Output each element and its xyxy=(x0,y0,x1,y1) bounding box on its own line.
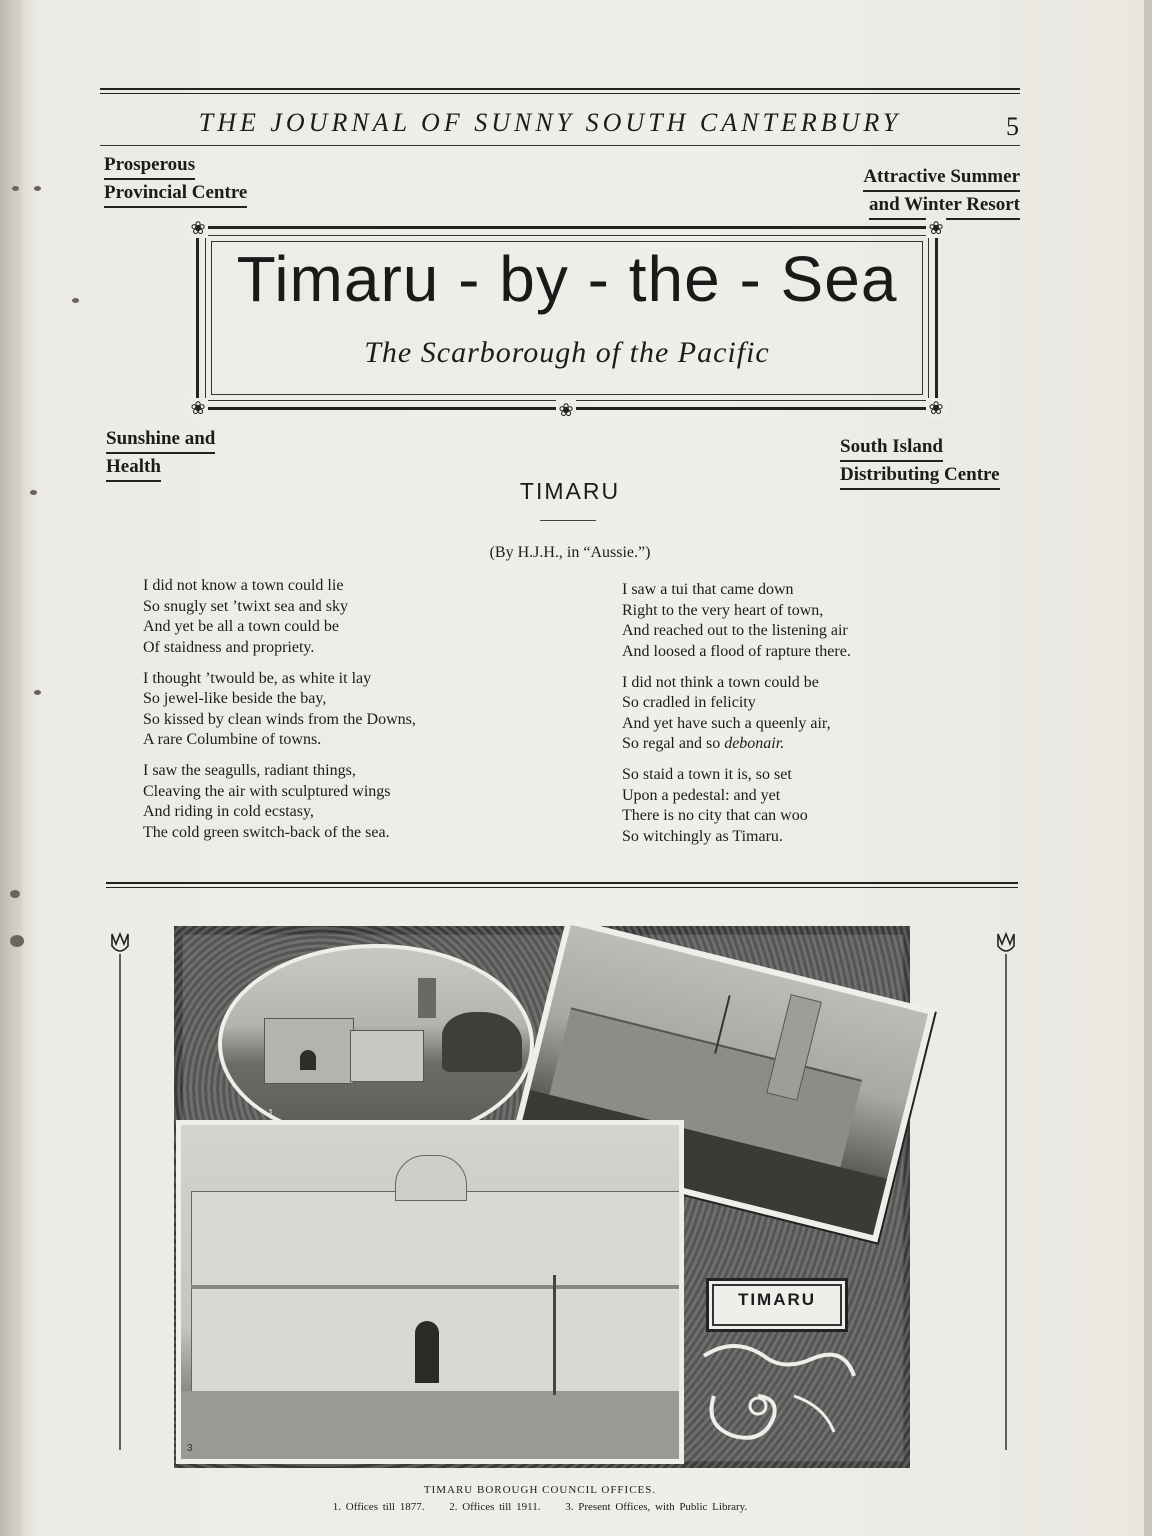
poem-line: So cradled in felicity xyxy=(622,694,756,711)
poem-line: There is no city that can woo xyxy=(622,807,808,824)
caption-item: 3. Present Offices, with Public Library. xyxy=(565,1501,748,1513)
caption-item: 2. Offices till 1911. xyxy=(449,1501,541,1513)
photo-present-offices xyxy=(176,1120,684,1464)
frame-corner-ornament: ❀ xyxy=(188,218,208,238)
photo-cornice xyxy=(191,1285,681,1289)
poem-stanza xyxy=(622,580,851,662)
photo-caption-items xyxy=(300,1501,780,1513)
binding-hole xyxy=(30,490,37,495)
poem-line: So snugly set ’twixt sea and sky xyxy=(143,597,349,615)
poem-line: The cold green switch-back of the sea. xyxy=(143,823,390,841)
poem-column-left xyxy=(143,576,416,854)
timaru-plaque-text: TIMARU xyxy=(737,1290,817,1309)
label-line: and Winter Resort xyxy=(869,192,1020,220)
poem-line: I thought ’twould be, as white it lay xyxy=(143,669,372,687)
photo-street xyxy=(181,1391,684,1464)
poem-line: I saw a tui that came down xyxy=(622,581,794,598)
frame-corner-ornament: ❀ xyxy=(188,398,208,418)
photo-offices-1877 xyxy=(218,944,534,1144)
poem-stanza xyxy=(622,765,851,847)
binding-hole xyxy=(12,186,19,191)
photo-trees xyxy=(442,1012,522,1072)
scroll-ornament-icon xyxy=(694,1336,864,1456)
photo-entrance xyxy=(415,1321,439,1383)
tulip-ornament-right-icon xyxy=(994,930,1018,1450)
label-line: Prosperous xyxy=(104,152,195,180)
poem-line: I saw the seagulls, radiant things, xyxy=(143,762,356,779)
poem-line: So staid a town it is, so set xyxy=(622,766,792,783)
poem-stanza xyxy=(622,673,851,755)
journal-title: THE JOURNAL OF SUNNY SOUTH CANTERBURY xyxy=(198,108,902,137)
caption-item: 1. Offices till 1877. xyxy=(332,1501,425,1513)
label-line: Attractive Summer xyxy=(863,164,1020,192)
poem-line: Upon a pedestal: and yet xyxy=(622,786,781,804)
label-sunshine xyxy=(106,426,215,482)
header-rule-bottom xyxy=(100,145,1020,146)
photo-lamppost xyxy=(553,1275,556,1395)
label-attractive-resort xyxy=(830,164,1020,220)
header-rule-top xyxy=(100,88,1020,94)
page-number: 5 xyxy=(1006,112,1019,141)
poem-line: I did not know a town could lie xyxy=(143,577,344,594)
poem-line: Of staidness and propriety. xyxy=(143,638,315,656)
poem-line: So jewel-like beside the bay, xyxy=(143,690,327,707)
main-title: Timaru - by - the - Sea xyxy=(236,243,898,315)
poem-title: TIMARU xyxy=(519,478,621,504)
section-rule xyxy=(106,882,1018,888)
poem-byline: (By H.J.H., in “Aussie.”) xyxy=(489,544,651,561)
poem-line: And loosed a flood of rapture there. xyxy=(622,642,851,660)
label-line: Sunshine and xyxy=(106,426,215,454)
binding-hole xyxy=(72,298,79,303)
poem-line: And yet have such a queenly air, xyxy=(622,714,831,732)
binding-hole xyxy=(34,690,41,695)
tulip-ornament-left-icon xyxy=(108,930,132,1450)
frame-corner-ornament: ❀ xyxy=(926,218,946,238)
binding-hole xyxy=(10,935,24,947)
photo-pediment xyxy=(395,1155,467,1201)
poem-line-text: So regal and so xyxy=(622,735,725,752)
label-prosperous xyxy=(104,152,247,208)
photo-number: 1 xyxy=(268,1108,274,1119)
poem-stanza xyxy=(143,669,416,751)
label-line: Distributing Centre xyxy=(840,462,1000,490)
label-distributing-centre xyxy=(840,434,1000,490)
subtitle: The Scarborough of the Pacific xyxy=(364,336,770,369)
poem-line: So kissed by clean winds from the Downs, xyxy=(143,710,416,728)
label-line: Provincial Centre xyxy=(104,180,247,208)
photo-number: 3 xyxy=(187,1443,193,1454)
poem-italic-word: debonair. xyxy=(724,735,785,752)
poem-column-right xyxy=(622,580,851,858)
label-line: South Island xyxy=(840,434,943,462)
poem-line: A rare Columbine of towns. xyxy=(143,731,322,748)
label-line: Health xyxy=(106,454,161,482)
poem-line: I did not think a town could be xyxy=(622,673,819,691)
poem-line xyxy=(622,734,851,755)
poem-line: And riding in cold ecstasy, xyxy=(143,803,314,820)
poem-line: Cleaving the air with sculptured wings xyxy=(143,782,391,800)
poem-line: And reached out to the listening air xyxy=(622,622,848,639)
page-edge xyxy=(1144,0,1152,1536)
photo-building xyxy=(350,1030,424,1082)
frame-center-ornament: ❀ xyxy=(556,400,576,420)
photo-tower xyxy=(418,978,436,1018)
binding-hole xyxy=(10,890,20,898)
frame-corner-ornament: ❀ xyxy=(926,398,946,418)
poem-line: So witchingly as Timaru. xyxy=(622,827,783,845)
poem-title-dash xyxy=(540,520,596,521)
photo-window xyxy=(181,1125,199,1161)
poem-line: Right to the very heart of town, xyxy=(622,601,824,619)
page-spine xyxy=(0,0,22,1536)
binding-hole xyxy=(34,186,41,191)
photo-doorway xyxy=(300,1050,316,1070)
photo-caption: TIMARU BOROUGH COUNCIL OFFICES. xyxy=(423,1484,657,1496)
poem-stanza xyxy=(143,576,416,658)
poem-line: And yet be all a town could be xyxy=(143,618,339,635)
poem-stanza xyxy=(143,761,416,843)
